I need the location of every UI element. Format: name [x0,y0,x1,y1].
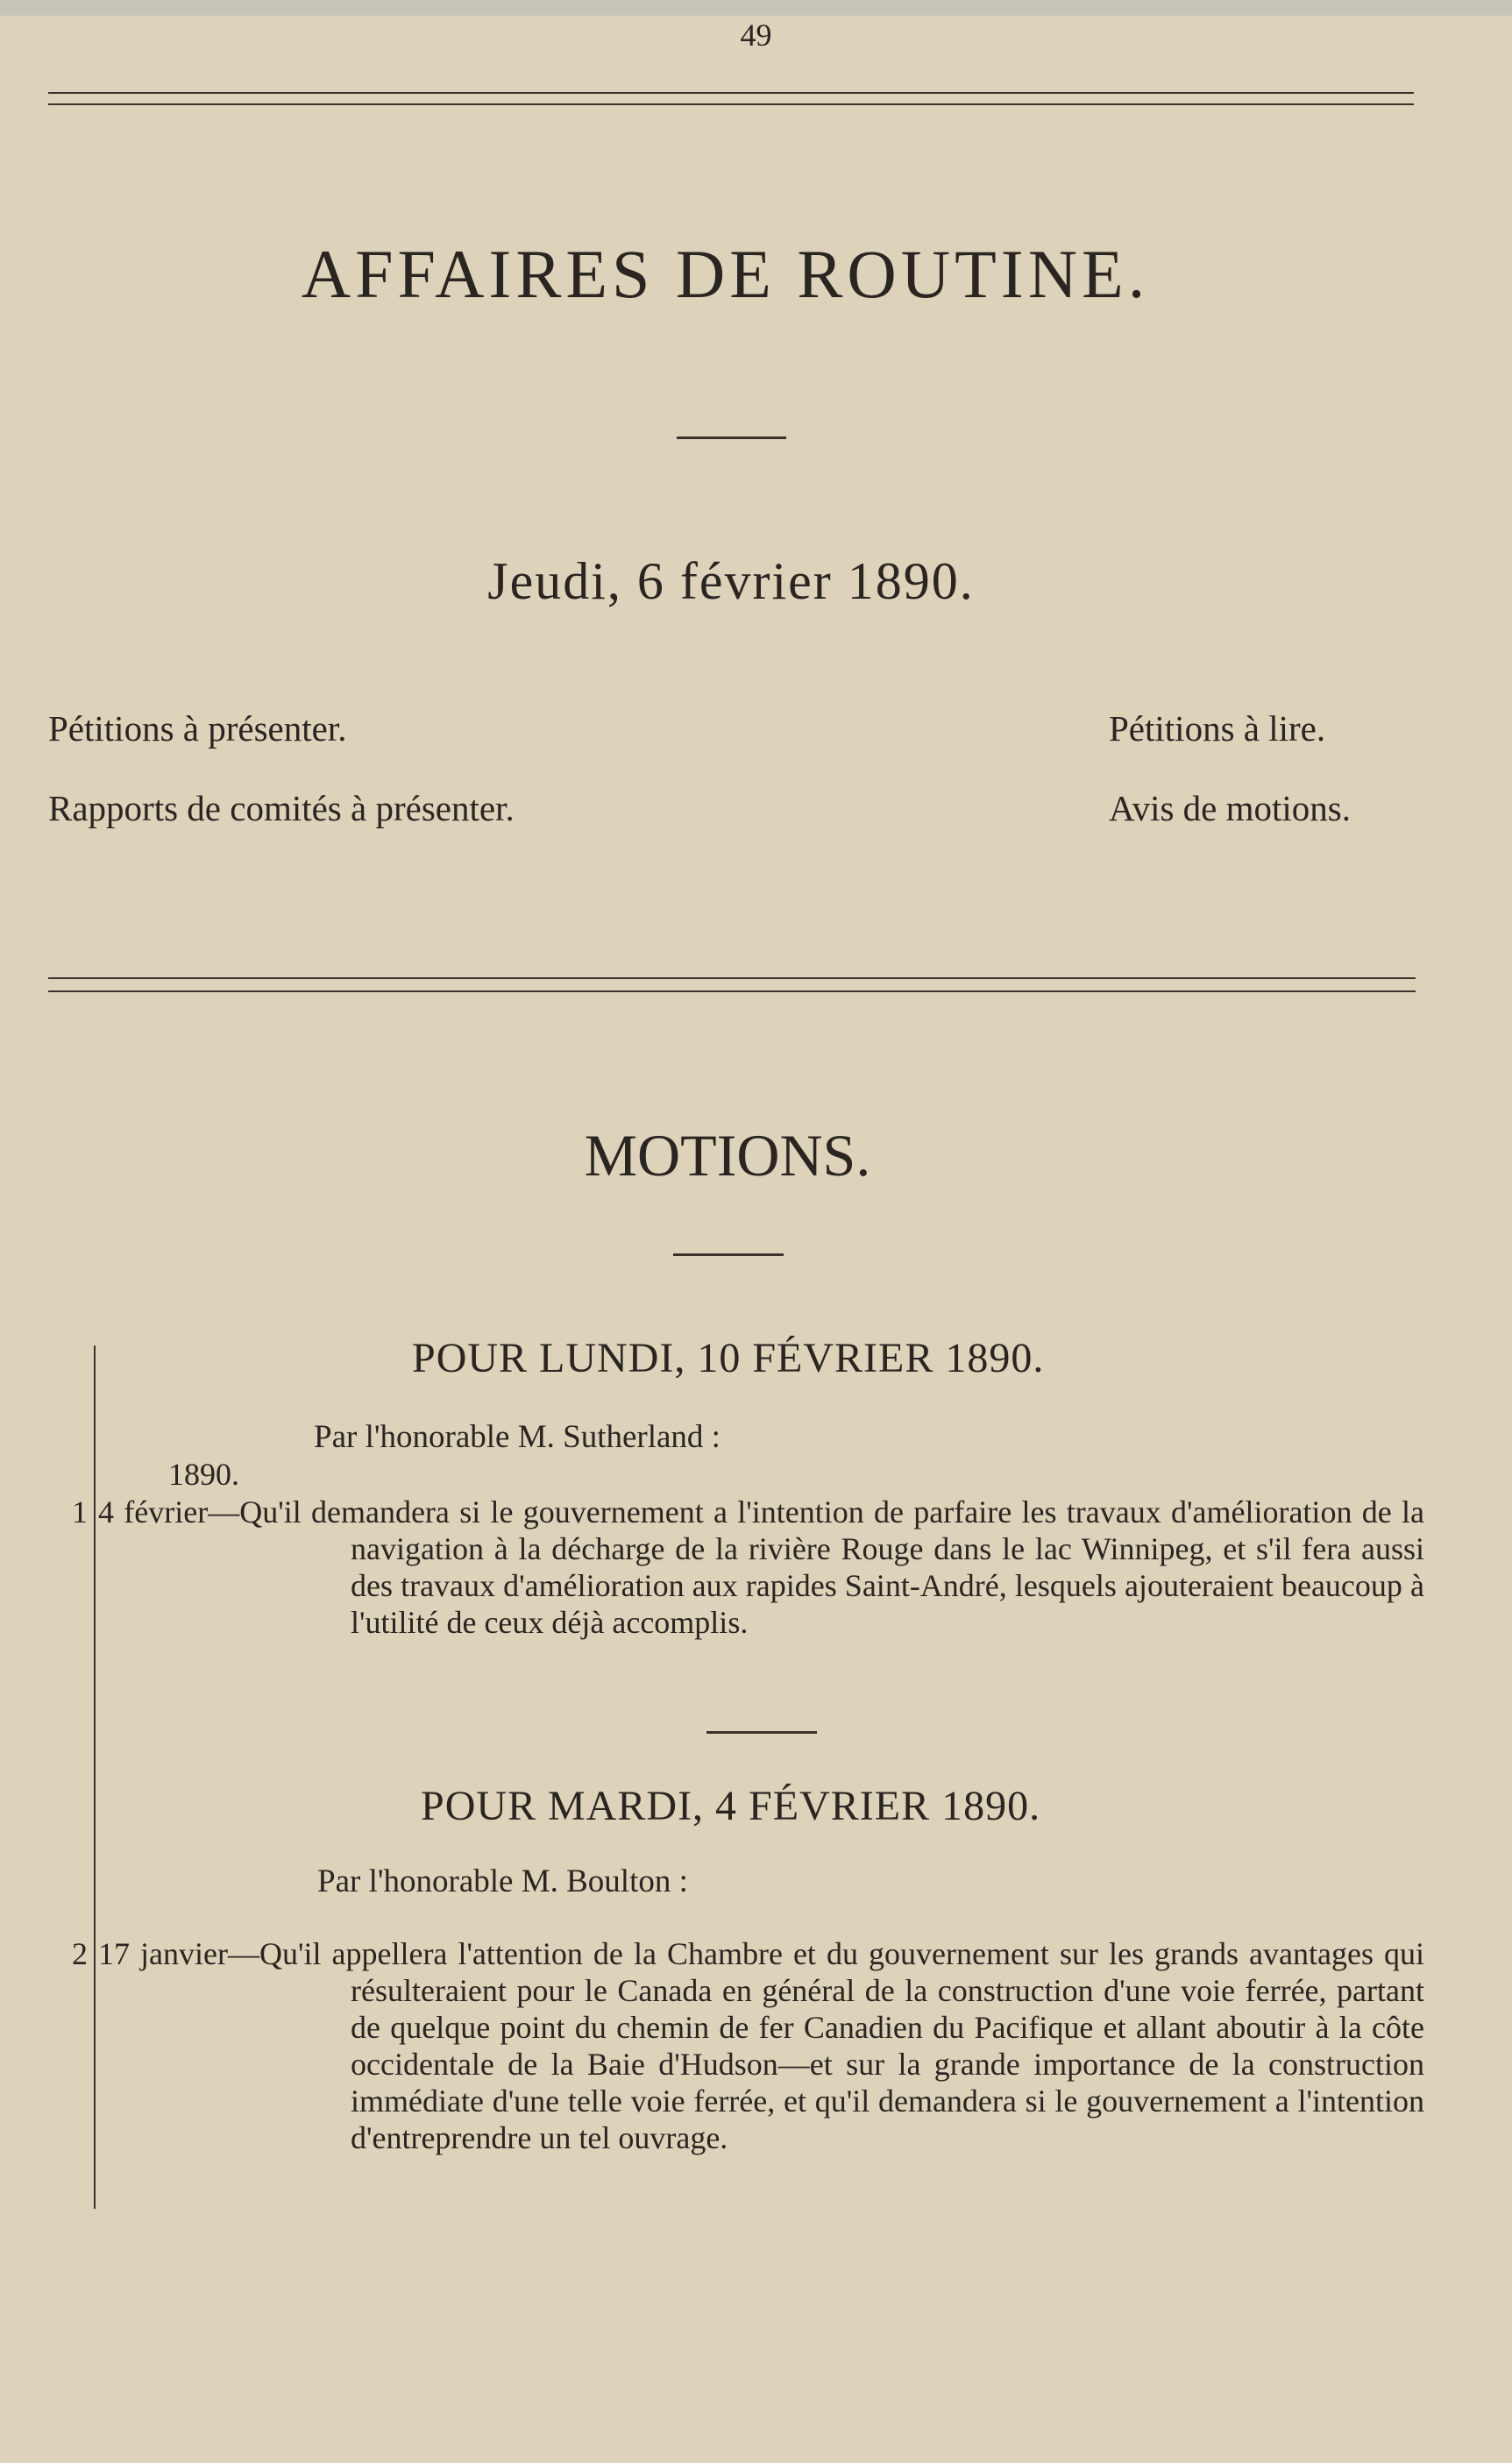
motion-entry [96,1935,1424,2156]
year-label: 1890. [168,1457,239,1492]
scan-edge [0,0,1512,16]
motion-text: 17 janvier—Qu'il appellera l'attention de la Chambre et du gouvernement sur les grands avantages qui résulteraient pour le Canada en général de la construction d'une voie ferrée, partant de quelque point du chemin de fer Canadien du Pacifique et allant aboutir à la côte occidentale de la Baie d'Hudson—et sur la grande importance de la construction immédiate d'une telle voie ferrée, et qu'il demandera si le gouvernement a l'intention d'entreprendre un tel ouvrage. [98,1936,1424,2155]
section-heading: POUR MARDI, 4 FÉVRIER 1890. [421,1783,1041,1829]
motion-text: 4 février—Qu'il demandera si le gouvernement a l'intention de parfaire les travaux d'amélioration de la navigation à la décharge de la rivière Rouge dans le lac Winnipeg, et s'il fera aussi des travaux d'amélioration aux rapides Saint-André, lesquels ajouteraient beaucoup à l'utilité de ceux déjà accomplis. [98,1494,1424,1640]
sitting-date: Jeudi, 6 février 1890. [487,552,975,610]
motion-divider [706,1731,817,1734]
routine-item: Pétitions à lire. [1109,708,1326,749]
section-rule [48,977,1416,979]
page-title: AFFAIRES DE ROUTINE. [301,236,1150,312]
mover: Par l'honorable M. Sutherland : [314,1419,721,1455]
motions-divider [673,1253,784,1256]
title-divider [677,437,786,439]
motions-heading: MOTIONS. [584,1122,871,1189]
motion-date: 17 janvier [98,1936,228,1971]
motion-entry [96,1494,1424,1641]
section-heading: POUR LUNDI, 10 FÉVRIER 1890. [412,1335,1045,1381]
margin-line [94,1345,96,2209]
motion-number: 2 [72,1936,88,1971]
motion-number: 1 [72,1494,88,1530]
routine-item: Rapports de comités à présenter. [48,788,515,828]
routine-item: Avis de motions. [1109,788,1351,828]
motion-date: 4 février [98,1494,209,1530]
mover: Par l'honorable M. Boulton : [317,1863,688,1899]
routine-item: Pétitions à présenter. [48,708,347,749]
section-rule-2 [48,990,1416,992]
top-rule-2 [48,103,1414,105]
page-number: 49 [740,18,772,53]
top-rule [48,92,1414,94]
